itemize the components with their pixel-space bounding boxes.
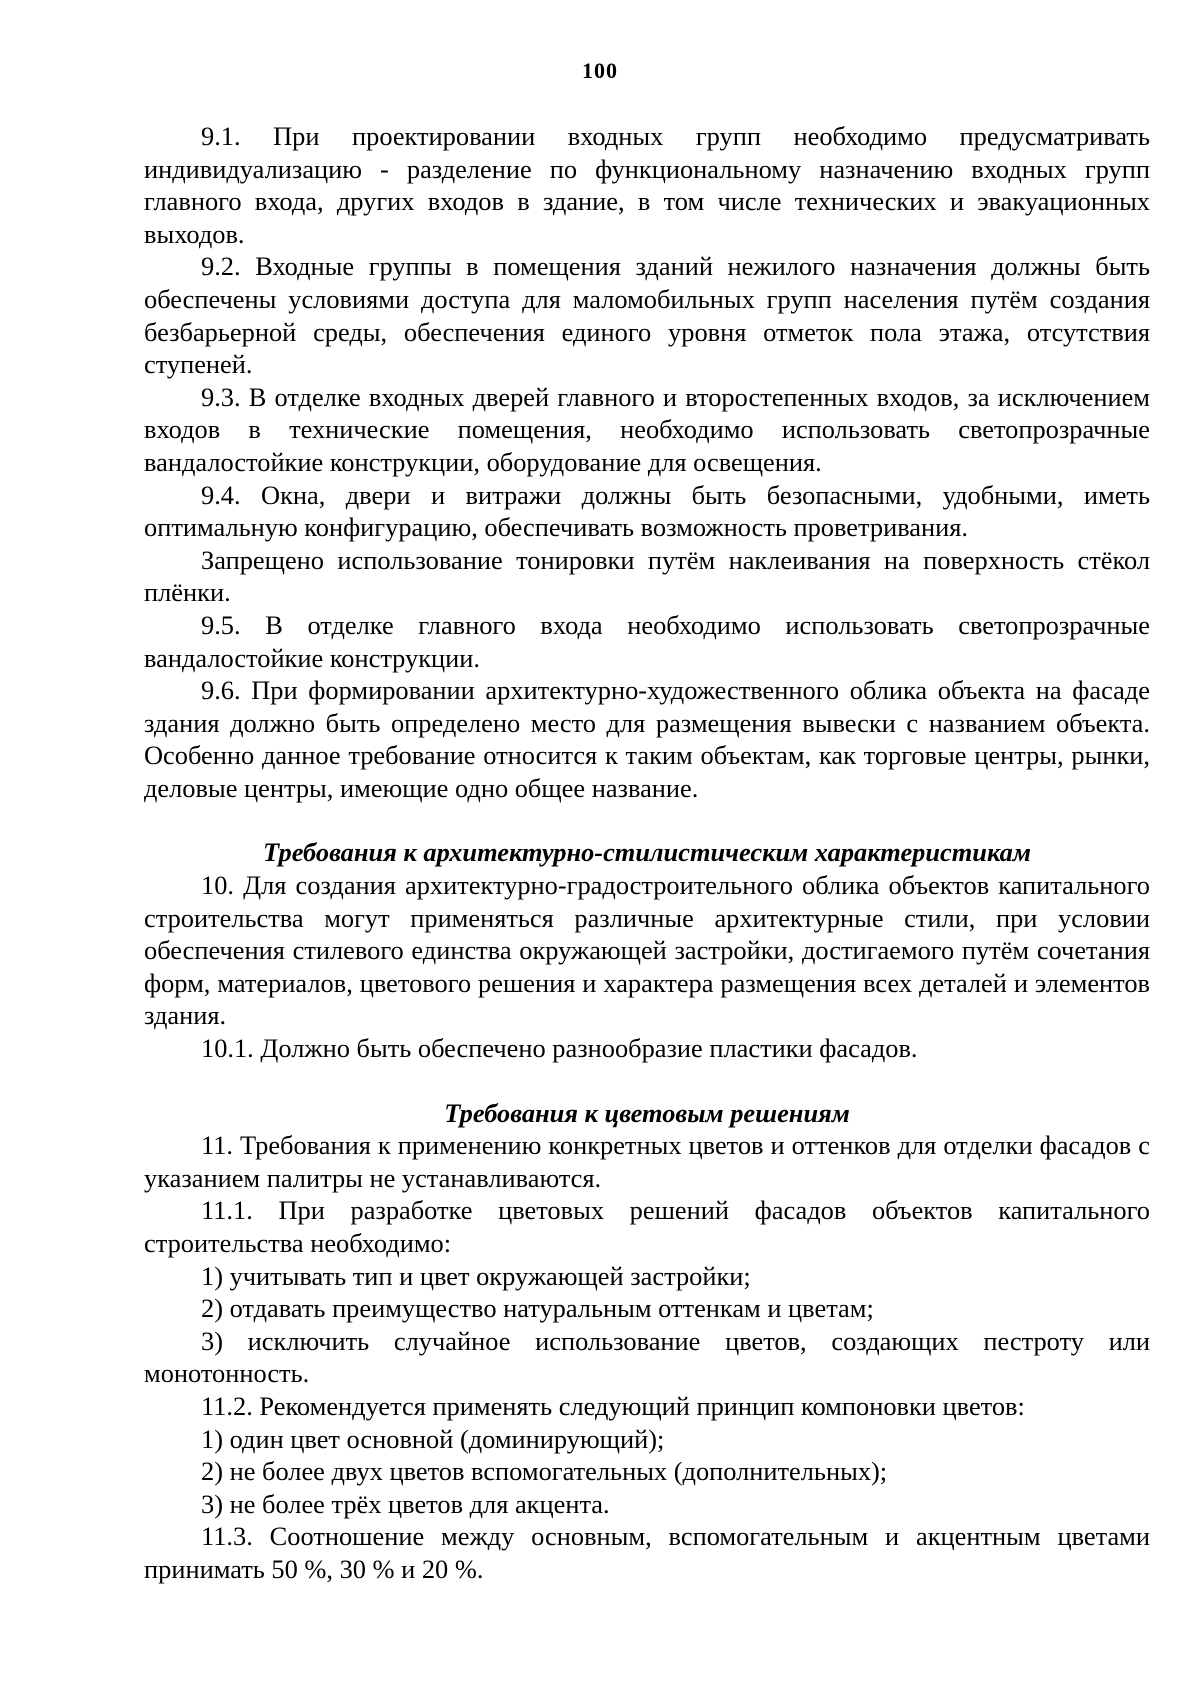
section-heading: Требования к цветовым решениям	[444, 1097, 850, 1128]
section-spacer	[144, 1065, 1150, 1097]
page-number: 100	[582, 58, 618, 83]
paragraph: 1) учитывать тип и цвет окружающей застройки;	[201, 1260, 751, 1291]
paragraph: 10.1. Должно быть обеспечено разнообразие пластики фасадов.	[201, 1033, 918, 1064]
section-heading: Требования к архитектурно-стилистическим характеристикам	[263, 837, 1031, 868]
paragraph: 11.1. При разработке цветовых решений фасадов объектов капитального строительства необходимо:	[144, 1195, 1150, 1258]
paragraph: Запрещено использование тонировки путём наклеивания на поверхность стёкол плёнки.	[144, 544, 1150, 608]
paragraph: 9.2. Входные группы в помещения зданий нежилого назначения должны быть обеспечены условиями доступа для маломобильных групп населения путём создания безбарьерной среды, обеспечения единого уровня отметок пола этажа, отсутствия ступеней.	[144, 251, 1150, 380]
paragraph: 2) отдавать преимущество натуральным оттенкам и цветам;	[201, 1293, 874, 1324]
paragraph: 9.4. Окна, двери и витражи должны быть безопасными, удобными, иметь оптимальную конфигурацию, обеспечивать возможность проветривания.	[144, 479, 1150, 543]
section-spacer	[144, 804, 1150, 836]
paragraph: 9.5. В отделке главного входа необходимо использовать светопрозрачные вандалостойкие конструкции.	[144, 609, 1150, 673]
paragraph: 3) исключить случайное использование цветов, создающих пестроту или монотонность.	[144, 1325, 1150, 1389]
paragraph: 1) один цвет основной (доминирующий);	[201, 1423, 665, 1454]
paragraph: 11.3. Соотношение между основным, вспомогательным и акцентным цветами принимать 50 %, 30 % и 20 %.	[144, 1521, 1150, 1584]
paragraph: 9.1. При проектировании входных групп необходимо предусматривать индивидуализацию - разделение по функциональному назначению входных групп главного входа, других входов в здание, в том числе технических и эвакуационных выходов.	[144, 121, 1150, 249]
paragraph: 11. Требования к применению конкретных цветов и оттенков для отделки фасадов с указанием палитры не устанавливаются.	[144, 1130, 1150, 1193]
paragraph: 3) не более трёх цветов для акцента.	[201, 1488, 610, 1519]
document-body	[144, 120, 1150, 1586]
paragraph: 9.6. При формировании архитектурно-художественного облика объекта на фасаде здания должно быть определено место для размещения вывески с названием объекта. Особенно данное требование относится к таким объектам, как торговые центры, рынки, деловые центры, имеющие одно общее название.	[144, 675, 1150, 803]
paragraph: 10. Для создания архитектурно-градостроительного облика объектов капитального строительства могут применяться различные архитектурные стили, при условии обеспечения стилевого единства окружающей застройки, достигаемого путём сочетания форм, материалов, цветового решения и характера размещения всех деталей и элементов здания.	[144, 870, 1150, 1031]
paragraph: 2) не более двух цветов вспомогательных (дополнительных);	[201, 1456, 888, 1487]
paragraph: 9.3. В отделке входных дверей главного и второстепенных входов, за исключением входов в технические помещения, необходимо использовать светопрозрачные вандалостойкие конструкции, оборудование для освещения.	[144, 381, 1150, 477]
paragraph: 11.2. Рекомендуется применять следующий принцип компоновки цветов:	[201, 1390, 1025, 1421]
